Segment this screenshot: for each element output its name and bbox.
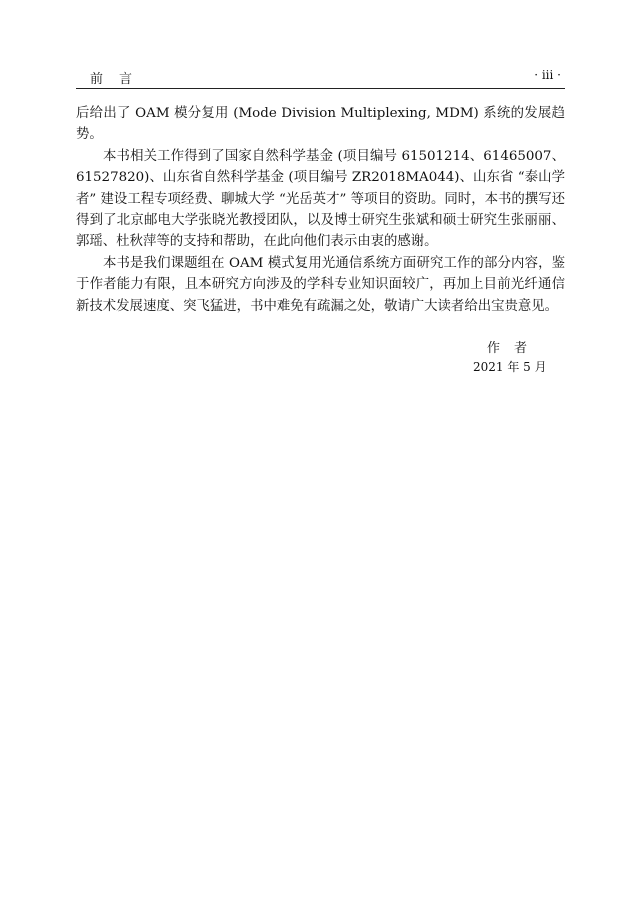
- paragraph-disclaimer: 本书是我们课题组在 OAM 模式复用光通信系统方面研究工作的部分内容，鉴于作者能力有限，且本研究方向涉及的学科专业知识面较广，再加上目前光纤通信新技术发展速度、突飞猛进，书中难免有疏漏之处，敬请广大读者给出宝贵意见。: [76, 255, 565, 314]
- preface-body: [76, 103, 565, 317]
- header-title: 前言: [90, 72, 149, 87]
- running-header: [76, 68, 565, 89]
- signature-author: 作者: [487, 341, 542, 356]
- page-number: · iii ·: [534, 68, 561, 82]
- paragraph-acknowledgements: 本书相关工作得到了国家自然科学基金 (项目编号 61501214、61465007、61527820)、山东省自然科学基金 (项目编号 ZR2018MA044)、山东省 “泰山学者” 建设工程专项经费、聊城大学 “光岳英才” 等项目的资助。同时，本书的撰写还得到了北京邮电大学张晓光教授团队，以及博士研究生张斌和硕士研究生张丽丽、郭瑶、杜秋萍等的支持和帮助，在此向他们表示由衷的感谢。: [76, 148, 565, 250]
- signature-date: 2021 年 5 月: [473, 360, 547, 374]
- paragraph-continued: 后给出了 OAM 模分复用 (Mode Division Multiplexing, MDM) 系统的发展趋势。: [76, 106, 565, 143]
